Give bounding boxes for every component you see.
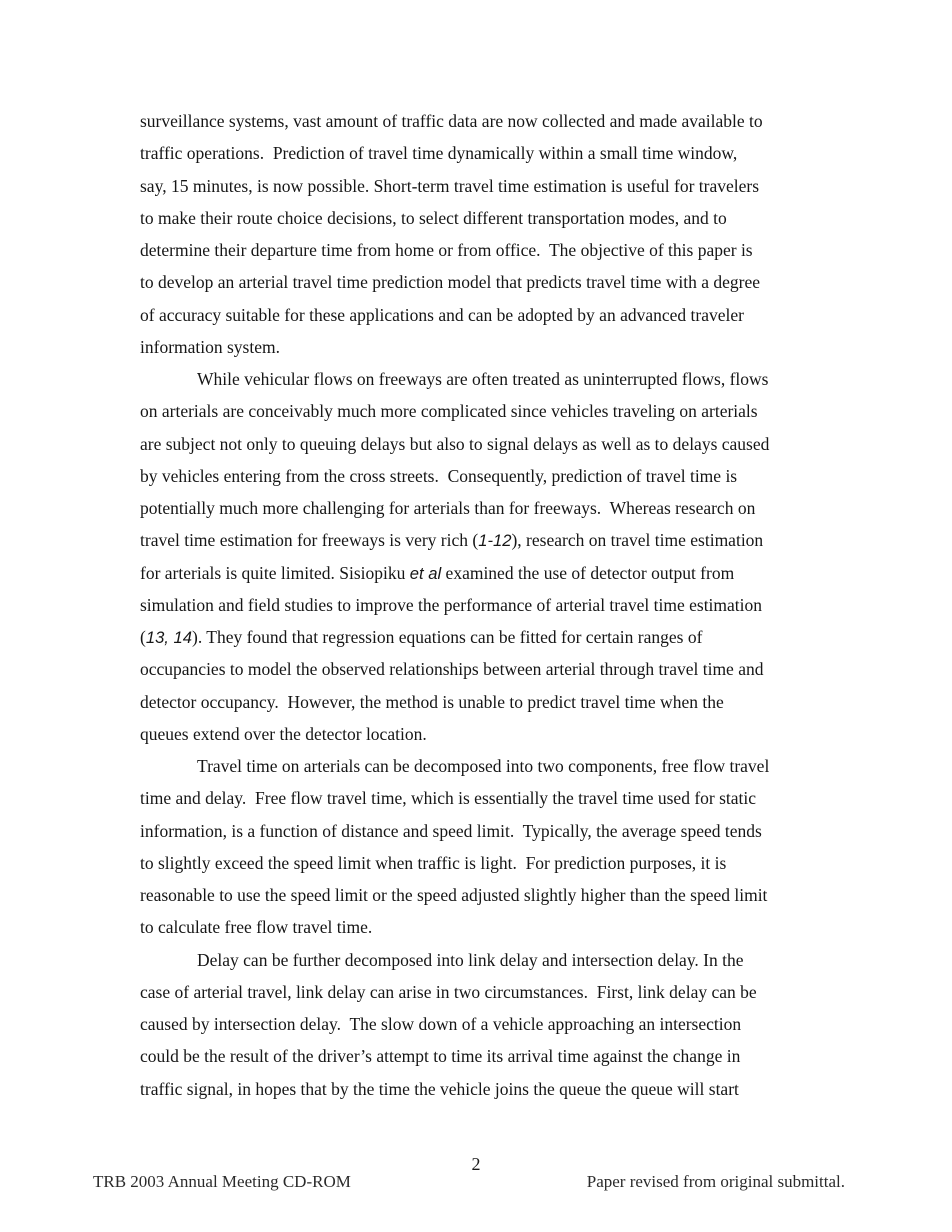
text-line: Delay can be further decomposed into link delay and intersection delay. In the: [197, 949, 744, 970]
reference-citation: 1-12: [478, 531, 512, 551]
text-line: on arterials are conceivably much more complicated since vehicles traveling on arterials: [140, 401, 758, 422]
text-line: time and delay. Free flow travel time, which is essentially the travel time used for static: [140, 788, 757, 809]
footer-right-text: Paper revised from original submittal.: [586, 1172, 845, 1191]
text-line: While vehicular flows on freeways are often treated as uninterrupted flows, flows: [197, 369, 769, 389]
text-line: simulation and field studies to improve the performance of arterial travel time estimation: [140, 594, 763, 615]
text-line: by vehicles entering from the cross streets. Consequently, prediction of travel time is: [140, 465, 738, 486]
text-line: queues extend over the detector location.: [140, 723, 427, 744]
reference-citation: et al: [409, 563, 442, 583]
text-line: surveillance systems, vast amount of traffic data are now collected and made available to: [140, 111, 763, 131]
text-line: potentially much more challenging for arterials than for freeways. Whereas research on: [140, 498, 756, 518]
page-number: 2: [471, 1154, 481, 1174]
text-line: to make their route choice decisions, to select different transportation modes, and to: [140, 207, 727, 228]
text-line: Travel time on arterials can be decomposed into two components, free flow travel: [197, 756, 770, 776]
reference-citation: 13, 14: [145, 628, 193, 647]
text-line: case of arterial travel, link delay can arise in two circumstances. First, link delay can be: [140, 981, 757, 1002]
text-line: could be the result of the driver’s attempt to time its arrival time against the change in: [140, 1046, 741, 1067]
text-line: travel time estimation for freeways is very rich (1-12), research on travel time estimation: [140, 530, 764, 551]
text-line: to slightly exceed the speed limit when traffic is light. For prediction purposes, it is: [140, 852, 727, 873]
text-line: reasonable to use the speed limit or the speed adjusted slightly higher than the speed limit: [140, 885, 768, 905]
text-line: traffic operations. Prediction of travel time dynamically within a small time window,: [140, 143, 738, 164]
page-body: [140, 105, 860, 1105]
text-line: traffic signal, in hopes that by the time the vehicle joins the queue the queue will start: [140, 1078, 739, 1099]
text-line: determine their departure time from home or from office. The objective of this paper is: [140, 240, 753, 260]
text-line: say, 15 minutes, is now possible. Short-term travel time estimation is useful for travelers: [140, 175, 760, 196]
text-line: (13, 14). They found that regression equations can be fitted for certain ranges of: [140, 627, 703, 647]
text-line: to develop an arterial travel time prediction model that predicts travel time with a degree: [140, 272, 761, 293]
footer-left-text: TRB 2003 Annual Meeting CD-ROM: [93, 1172, 351, 1191]
text-line: information, is a function of distance and speed limit. Typically, the average speed tends: [140, 820, 762, 841]
text-line: for arterials is quite limited. Sisiopiku et al examined the use of detector output from: [140, 562, 735, 583]
text-line: are subject not only to queuing delays but also to signal delays as well as to delays caused: [140, 433, 770, 454]
text-line: detector occupancy. However, the method is unable to predict travel time when the: [140, 691, 724, 712]
text-line: of accuracy suitable for these applications and can be adopted by an advanced traveler: [140, 304, 744, 325]
text-line: caused by intersection delay. The slow down of a vehicle approaching an intersection: [140, 1014, 742, 1034]
text-line: to calculate free flow travel time.: [140, 917, 373, 938]
text-line: occupancies to model the observed relationships between arterial through travel time and: [140, 659, 764, 680]
text-line: information system.: [140, 336, 280, 357]
